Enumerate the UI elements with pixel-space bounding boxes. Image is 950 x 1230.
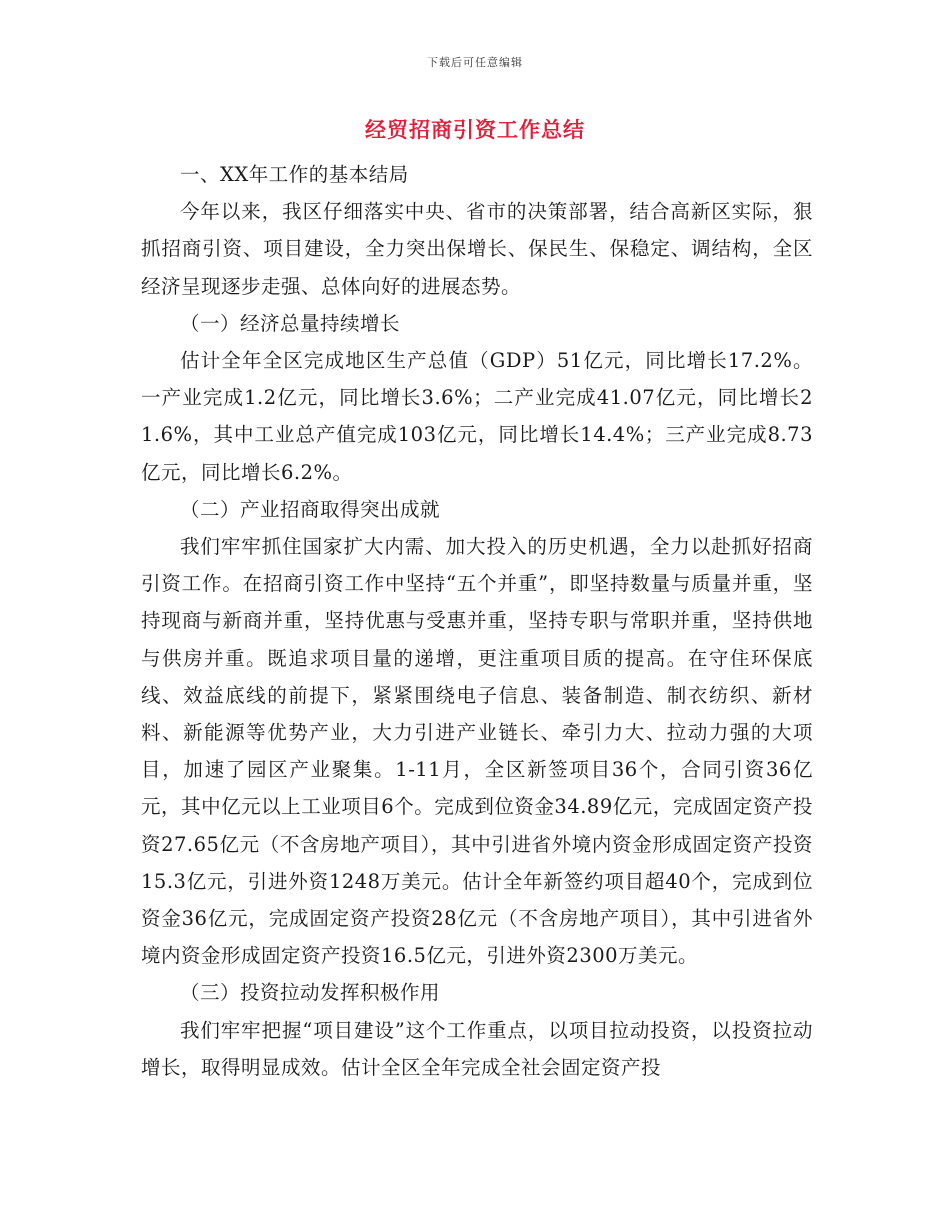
- header-note: 下载后可任意编辑: [427, 56, 523, 69]
- document-body: [141, 156, 813, 1086]
- subsection-heading-2: （二）产业招商取得突出成就: [180, 497, 441, 521]
- section-heading-1: 一、XX年工作的基本结局: [180, 163, 409, 186]
- paragraph-projects: 我们牢牢把握“项目建设”这个工作重点，以项目拉动投资，以投资拉动增长，取得明显成效。估计全区全年完成全社会固定资产投: [141, 1018, 813, 1079]
- paragraph-investment: 我们牢牢抓住国家扩大内需、加大投入的历史机遇，全力以赴抓好招商引资工作。在招商引资工作中坚持“五个并重”，即坚持数量与质量并重，坚持现商与新商并重，坚持优惠与受惠并重，坚持专职与常职并重，坚持供地与供房并重。既追求项目量的递增，更注重项目质的提高。在守住环保底线、效益底线的前提下，紧紧围绕电子信息、装备制造、制衣纺织、新材料、新能源等优势产业，大力引进产业链长、牵引力大、拉动力强的大项目，加速了园区产业聚集。1-11月，全区新签项目36个，合同引资36亿元，其中亿元以上工业项目6个。完成到位资金34.89亿元，完成固定资产投资27.65亿元（不含房地产项目），其中引进省外境内资金形成固定资产投资15.3亿元，引进外资1248万美元。估计全年新签约项目超40个，完成到位资金36亿元，完成固定资产投资28亿元（不含房地产项目），其中引进省外境内资金形成固定资产投资16.5亿元，引进外资2300万美元。: [141, 535, 813, 968]
- subsection-heading-3: （三）投资拉动发挥积极作用: [180, 981, 441, 1005]
- paragraph-intro: 今年以来，我区仔细落实中央、省市的决策部署，结合高新区实际，狠抓招商引资、项目建设，全力突出保增长、保民生、保稳定、调结构，全区经济呈现逐步走强、总体向好的进展态势。: [141, 200, 813, 298]
- paragraph-economy: 估计全年全区完成地区生产总值（GDP）51亿元，同比增长17.2%。一产业完成1.2亿元，同比增长3.6%；二产业完成41.07亿元，同比增长21.6%，其中工业总产值完成103亿元，同比增长14.4%；三产业完成8.73亿元，同比增长6.2%。: [141, 349, 813, 484]
- document-title: 经贸招商引资工作总结: [365, 117, 585, 142]
- subsection-heading-1: （一）经济总量持续增长: [180, 311, 401, 335]
